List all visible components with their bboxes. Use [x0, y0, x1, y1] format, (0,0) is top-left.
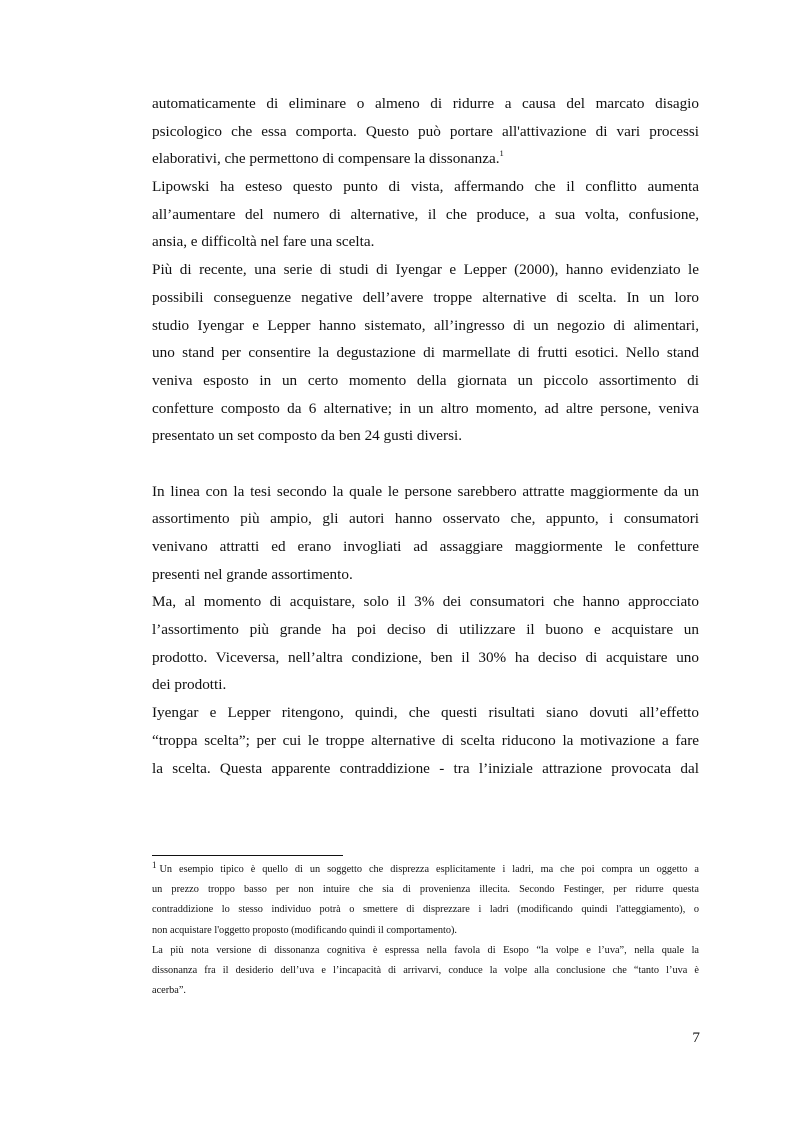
body-line	[152, 671, 699, 699]
body-line-text: venivano attratti ed erano invogliati ad assaggiare maggiormente le confetture	[152, 538, 699, 555]
body-line	[152, 505, 699, 533]
footnote-reference: 1	[499, 148, 504, 159]
body-line-text: Iyengar e Lepper ritengono, quindi, che questi risultati siano dovuti all’effetto	[152, 704, 699, 722]
body-line	[152, 90, 699, 118]
footnote-line	[152, 860, 699, 880]
body-line	[152, 699, 699, 727]
body-line-text: Lipowski ha esteso questo punto di vista, affermando che il conflitto aumenta	[152, 178, 699, 196]
body-line-text: possibili conseguenze negative dell’avere troppe alternative di scelta. In un loro	[152, 288, 699, 306]
body-line-text: Ma, al momento di acquistare, solo il 3% dei consumatori che hanno approcciato	[152, 593, 699, 611]
body-line	[152, 422, 699, 450]
body-line-text: confetture composto da 6 alternative; in un altro momento, ad altre persone, veniva	[152, 399, 699, 417]
body-line-text: elaborativi, che permettono di compensare la dissonanza.	[152, 150, 500, 168]
body-line-text: uno stand per consentire la degustazione di marmellate di frutti esotici. Nello stand	[152, 344, 699, 362]
body-line	[152, 312, 699, 340]
body-line	[152, 588, 699, 616]
body-line-text: psicologico che essa comporta. Questo può portare all'attivazione di vari processi	[152, 122, 699, 140]
body-line	[152, 395, 699, 423]
body-line-text: automaticamente di eliminare o almeno di ridurre a causa del marcato disagio	[152, 95, 699, 112]
body-line	[152, 616, 699, 644]
body-line	[152, 727, 699, 755]
body-line	[152, 145, 699, 173]
body-line-text: ansia, e difficoltà nel fare una scelta.	[152, 233, 375, 251]
body-text	[152, 90, 699, 782]
body-line-text: dei prodotti.	[152, 676, 227, 694]
footnote-line-text: La più nota versione di dissonanza cognitiva è espressa nella favola di Esopo “la volpe e l’uva”, nella quale la	[152, 944, 699, 956]
body-line	[152, 118, 699, 146]
footnote-line-text: contraddizione lo stesso individuo potrà o smettere di disprezzare i ladri (modificando quindi l'atteggiamento), o	[152, 904, 699, 916]
footnote-line	[152, 880, 699, 900]
body-line	[152, 755, 699, 783]
footnote-line	[152, 921, 699, 941]
footnotes	[152, 860, 699, 1001]
body-line-text: “troppa scelta”; per cui le troppe alternative di scelta riducono la motivazione a fare	[152, 731, 699, 749]
body-line	[152, 367, 699, 395]
footnote-line	[152, 941, 699, 961]
body-line	[152, 561, 699, 589]
footnote-separator	[152, 855, 343, 856]
body-line-text: veniva esposto in un certo momento della giornata un piccolo assortimento di	[152, 371, 699, 389]
body-line	[152, 478, 699, 506]
body-line	[152, 644, 699, 672]
body-line-text: presentato un set composto da ben 24 gusti diversi.	[152, 427, 463, 445]
body-line	[152, 256, 699, 284]
body-line-text: presenti nel grande assortimento.	[152, 565, 353, 583]
footnote-line-text: acerba”.	[152, 985, 187, 997]
footnote-line-text: dissonanza fra il desiderio dell’uva e l’incapacità di arrivarvi, conduce la volpe alla conclusione che “tanto l’uva è	[152, 964, 699, 976]
body-line	[152, 339, 699, 367]
paragraph-gap	[152, 450, 699, 478]
body-line	[152, 228, 699, 256]
body-line-text: In linea con la tesi secondo la quale le persone sarebbero attratte maggiormente da un	[152, 482, 699, 500]
page-number: 7	[692, 1029, 700, 1046]
body-line	[152, 173, 699, 201]
body-line	[152, 533, 699, 561]
body-line	[152, 201, 699, 229]
body-line-text: la scelta. Questa apparente contraddizione - tra l’iniziale attrazione provocata dal	[152, 759, 699, 777]
footnote-line-text: un prezzo troppo basso per non intuire che sia di provenienza illecita. Secondo Festinger, per ridurre questa	[152, 884, 699, 896]
body-line-text: studio Iyengar e Lepper hanno sistemato, all’ingresso di un negozio di alimentari,	[152, 316, 699, 334]
body-line-text: l’assortimento più grande ha poi deciso di utilizzare il buono e acquistare un	[152, 621, 699, 639]
footnote-line	[152, 900, 699, 920]
footnote-line-text: Un esempio tipico è quello di un soggetto che disprezza esplicitamente i ladri, ma che poi compra un oggetto a	[159, 864, 699, 875]
body-line	[152, 284, 699, 312]
footnote-line	[152, 961, 699, 981]
body-line-text: all’aumentare del numero di alternative, il che produce, a sua volta, confusione,	[152, 205, 699, 223]
footnote-line	[152, 981, 699, 1001]
body-line-text: prodotto. Viceversa, nell’altra condizione, ben il 30% ha deciso di acquistare uno	[152, 648, 699, 666]
footnote-line-text: non acquistare l'oggetto proposto (modificando quindi il comportamento).	[152, 924, 457, 936]
body-line-text: assortimento più ampio, gli autori hanno osservato che, appunto, i consumatori	[152, 510, 699, 528]
footnote-number: 1	[152, 860, 157, 870]
body-line-text: Più di recente, una serie di studi di Iyengar e Lepper (2000), hanno evidenziato le	[152, 261, 699, 279]
